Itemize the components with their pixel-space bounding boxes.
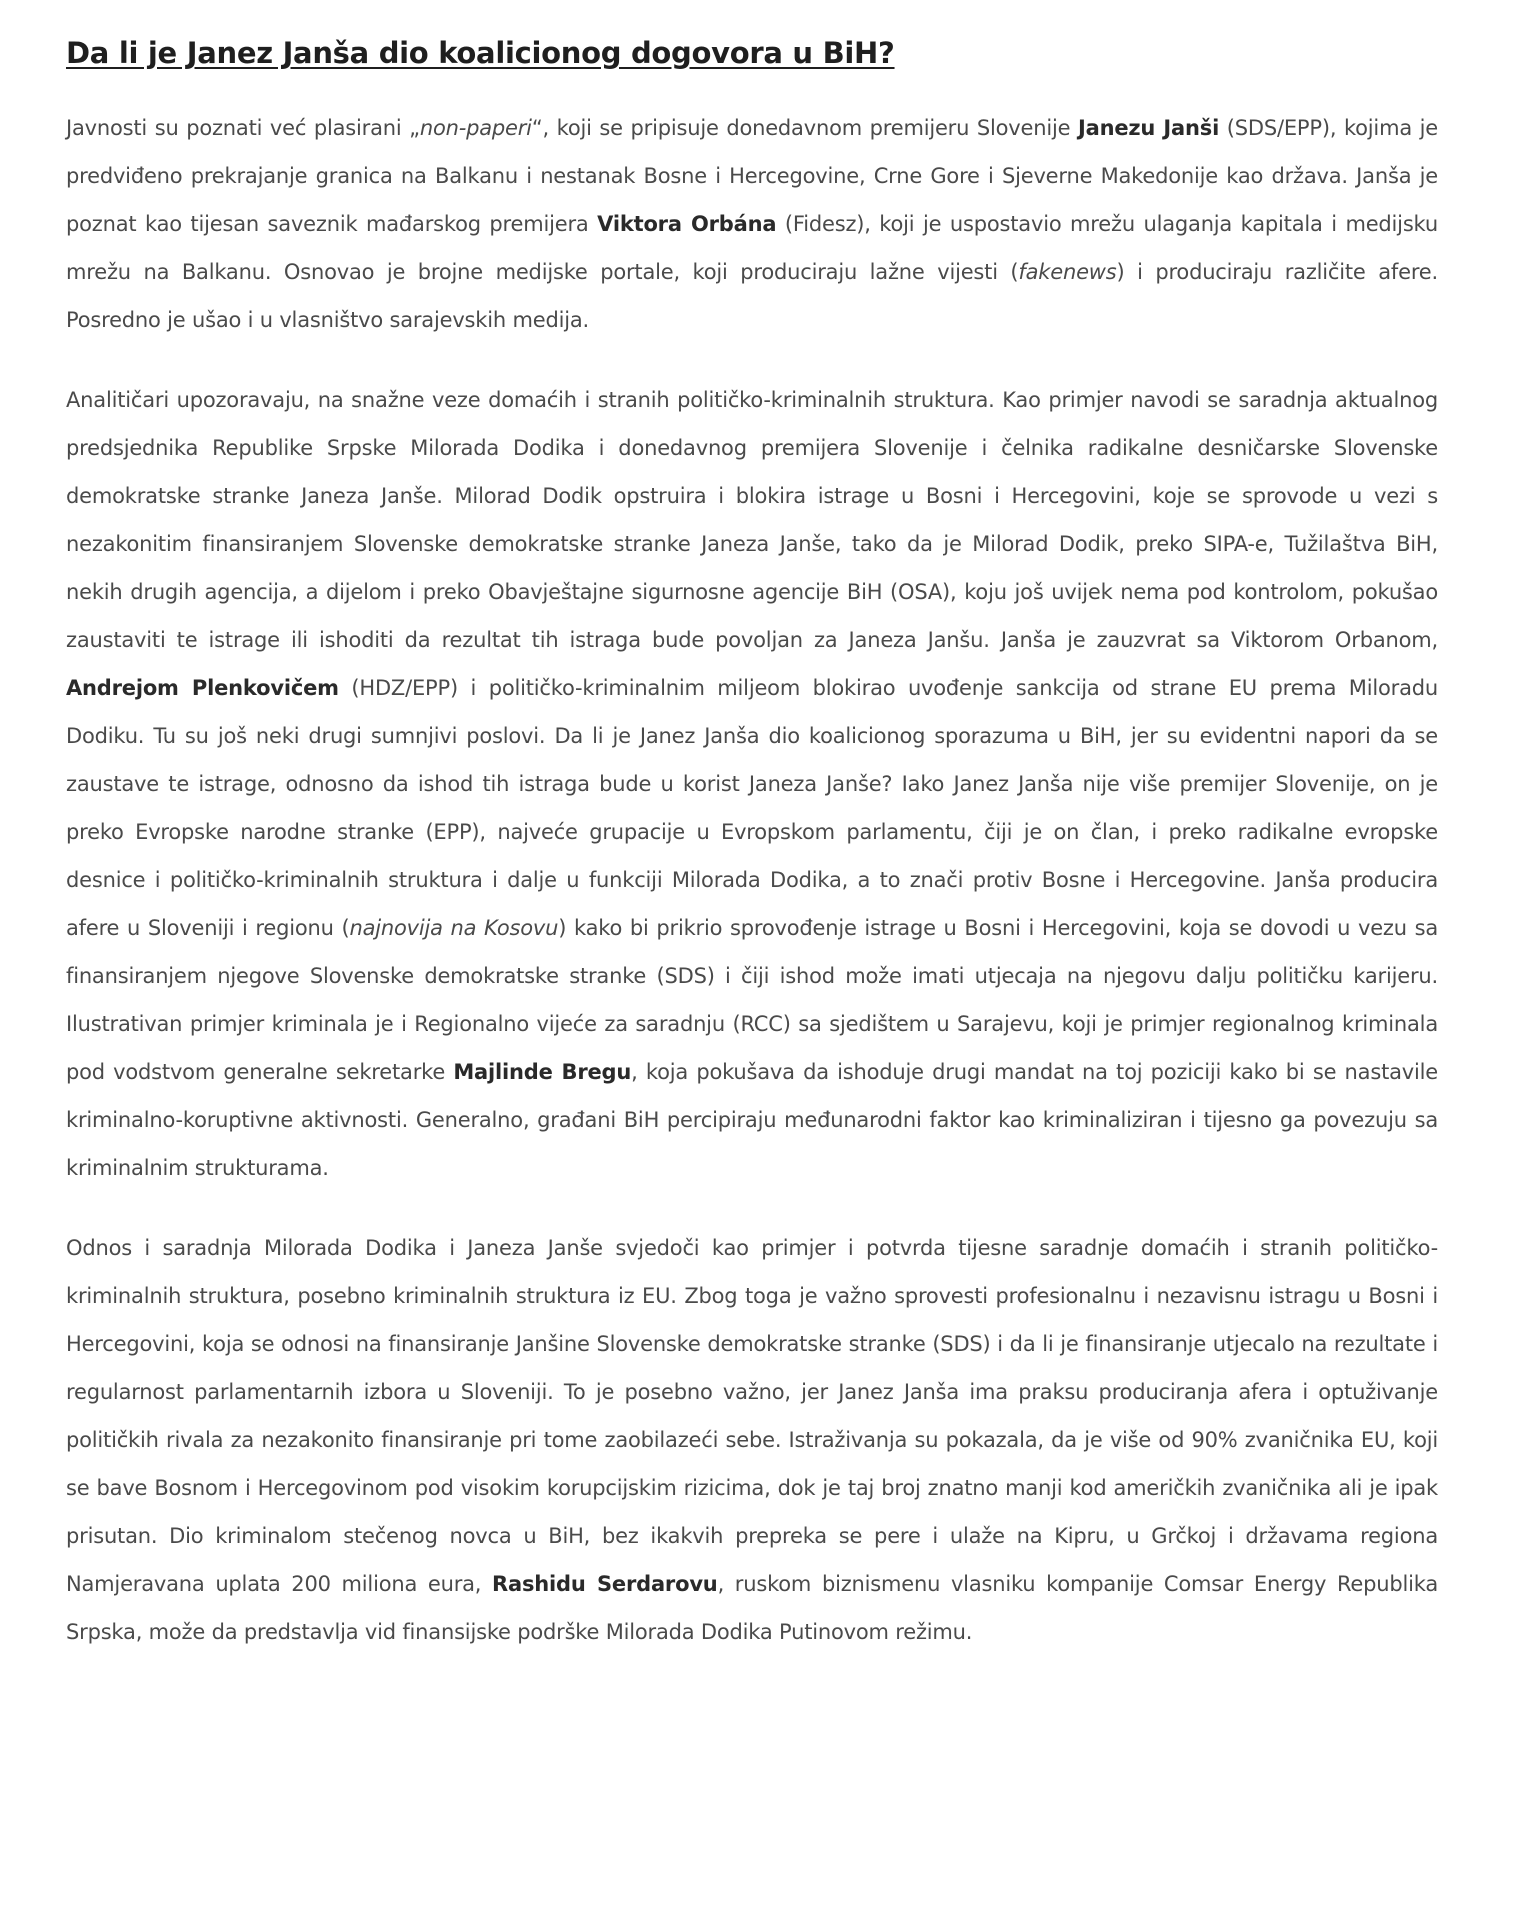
text-run: , ruskom biznismenu vlasniku kompanije Comsar Energy Republika Srpska, može da predstavlja vid finansijske podrške Milorada Dodika Putinovom režimu. — [66, 1572, 1439, 1644]
article-title: Da li je Janez Janša dio koalicionog dogovora u BiH? — [66, 36, 895, 70]
italic-text: najnovija na Kosovu — [349, 916, 559, 940]
document-page — [66, 36, 1438, 1688]
text-run: (HDZ/EPP) i političko-kriminalnim miljeom blokirao uvođenje sankcija od strane EU prema Miloradu Dodiku. Tu su još neki drugi sumnjivi poslovi. Da li je Janez Janša dio koalicionog sporazuma u BiH, jer su evidentni napori da se zaustave te istrage, odnosno da ishod tih istraga bude u korist Janeza Janše? Iako Janez Janša nije više premijer Slovenije, on je preko Evropske narodne stranke (EPP), najveće grupacije u Evropskom parlamentu, čiji je on član, i preko radikalne evropske desnice i političko-kriminalnih struktura i dalje u funkciji Milorada Dodika, a to znači protiv Bosne i Hercegovine. Janša producira afere u Sloveniji i regionu ( — [66, 676, 1438, 940]
text-run: ) i produciraju različite afere. Posredno je ušao i u vlasništvo sarajevskih medija. — [66, 260, 1438, 332]
bold-name: Andrejom Plenkovičem — [66, 676, 339, 700]
text-run: (SDS/EPP), kojima je predviđeno prekrajanje granica na Balkanu i nestanak Bosne i Hercegovine, Crne Gore i Sjeverne Makedonije kao država. Janša je poznat kao tijesan saveznik mađarskog premijera — [66, 116, 1438, 236]
text-run: ) kako bi prikrio sprovođenje istrage u Bosni i Hercegovini, koja se dovodi u vezu sa finansiranjem njegove Slovenske demokratske stranke (SDS) i čiji ishod može imati utjecaja na njegovu dalju političku karijeru. Ilustrativan primjer kriminala je i Regionalno vijeće za saradnju (RCC) sa sjedištem u Sarajevu, koji je primjer regionalnog kriminala pod vodstvom generalne sekretarke — [66, 916, 1438, 1084]
paragraph-1 — [66, 104, 1438, 344]
italic-text: non-paperi — [419, 116, 532, 140]
italic-text: fakenews — [1018, 260, 1117, 284]
bold-name: Viktora Orbána — [597, 212, 777, 236]
bold-name: Majlinde Bregu — [453, 1060, 632, 1084]
bold-name: Rashidu Serdarovu — [492, 1572, 718, 1596]
paragraph-3 — [66, 1224, 1438, 1656]
text-run: Javnosti su poznati već plasirani „ — [66, 116, 420, 140]
text-run: , koja pokušava da ishoduje drugi mandat na toj poziciji kako bi se nastavile kriminalno-koruptivne aktivnosti. Generalno, građani BiH percipiraju međunarodni faktor kao kriminaliziran i tijesno ga povezuju sa kriminalnim strukturama. — [66, 1060, 1439, 1180]
text-run: Analitičari upozoravaju, na snažne veze domaćih i stranih političko-kriminalnih struktura. Kao primjer navodi se saradnja aktualnog predsjednika Republike Srpske Milorada Dodika i donedavnog premijera Slovenije i čelnika radikalne desničarske Slovenske demokratske stranke Janeza Janše. Milorad Dodik opstruira i blokira istrage u Bosni i Hercegovini, koje se sprovode u vezi s nezakonitim finansiranjem Slovenske demokratske stranke Janeza Janše, tako da je Milorad Dodik, preko SIPA-e, Tužilaštva BiH, nekih drugih agencija, a dijelom i preko Obavještajne sigurnosne agencije BiH (OSA), koju još uvijek nema pod kontrolom, pokušao zaustaviti te istrage ili ishoditi da rezultat tih istraga bude povoljan za Janeza Janšu. Janša je zauzvrat sa Viktorom Orbanom, — [66, 388, 1438, 652]
text-run: “, koji se pripisuje donedavnom premijeru Slovenije — [531, 116, 1078, 140]
text-run: (Fidesz), koji je uspostavio mrežu ulaganja kapitala i medijsku mrežu na Balkanu. Osnovao je brojne medijske portale, koji produciraju lažne vijesti ( — [66, 212, 1438, 284]
paragraph-2 — [66, 376, 1438, 1192]
bold-name: Janezu Janši — [1078, 116, 1220, 140]
text-run: Odnos i saradnja Milorada Dodika i Janeza Janše svjedoči kao primjer i potvrda tijesne saradnje domaćih i stranih političko-kriminalnih struktura, posebno kriminalnih struktura iz EU. Zbog toga je važno sprovesti profesionalnu i nezavisnu istragu u Bosni i Hercegovini, koja se odnosi na finansiranje Janšine Slovenske demokratske stranke (SDS) i da li je finansiranje utjecalo na rezultate i regularnost parlamentarnih izbora u Sloveniji. To je posebno važno, jer Janez Janša ima praksu produciranja afera i optuživanje političkih rivala za nezakonito finansiranje pri tome zaobilazeći sebe. Istraživanja su pokazala, da je više od 90% zvaničnika EU, koji se bave Bosnom i Hercegovinom pod visokim korupcijskim rizicima, dok je taj broj znatno manji kod američkih zvaničnika ali je ipak prisutan. Dio kriminalom stečenog novca u BiH, bez ikakvih prepreka se pere i ulaže na Kipru, u Grčkoj i državama regiona Namjeravana uplata 200 miliona eura, — [66, 1236, 1438, 1596]
